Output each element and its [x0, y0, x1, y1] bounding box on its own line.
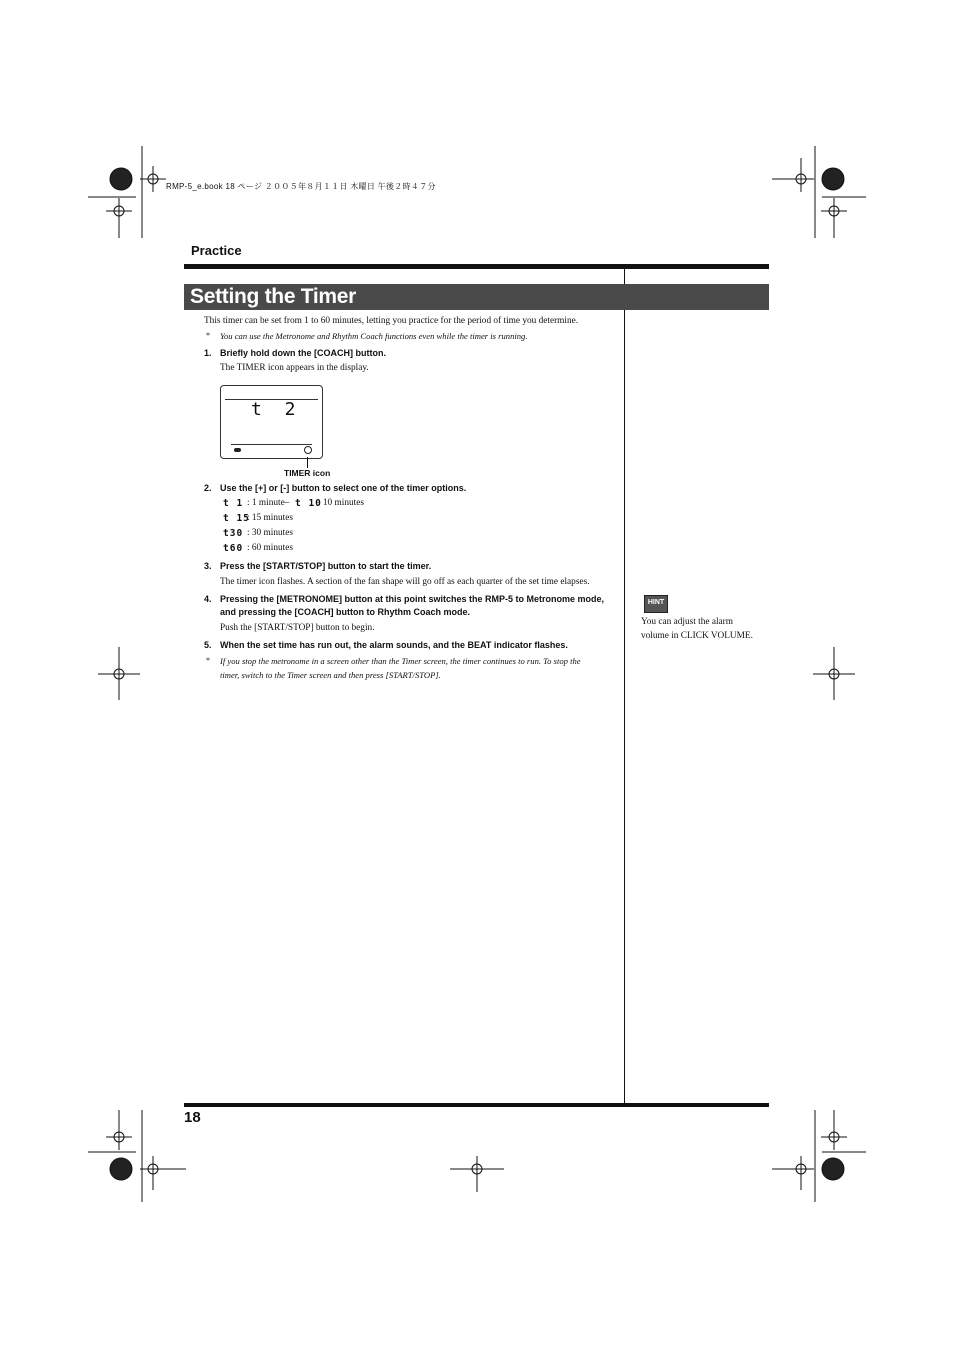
timer-option-text: : 15 minutes [247, 513, 293, 523]
lcd-display [220, 385, 323, 459]
hint-badge-label: HINT [647, 599, 665, 606]
step-3-text: The timer icon flashes. A section of the fan shape will go off as each quarter of the set time elapses. [220, 577, 590, 587]
step-1-text: The TIMER icon appears in the display. [220, 363, 369, 373]
timer-option-text: : 60 minutes [247, 543, 293, 553]
step-4-title-line-2: and pressing the [COACH] button to Rhythm Coach mode. [220, 607, 470, 617]
timer-option-text: : 1 minute– [247, 498, 290, 508]
step-5-note-line-1: If you stop the metronome in a screen other than the Timer screen, the timer continues to run. To stop the [220, 656, 581, 666]
hint-text-line-2: volume in CLICK VOLUME. [641, 631, 753, 641]
step-4-text: Push the [START/STOP] button to begin. [220, 623, 375, 633]
step-1-number: 1. [204, 348, 212, 358]
timer-option-segment: t60 [223, 543, 244, 554]
running-head: Practice [191, 243, 242, 258]
hint-text-line-1: You can adjust the alarm [641, 617, 734, 627]
step-4-title-line-1: Pressing the [METRONOME] button at this point switches the RMP-5 to Metronome mode, [220, 594, 605, 604]
top-rule [184, 264, 769, 269]
timer-option-text: : 30 minutes [247, 528, 293, 538]
page-number: 18 [184, 1109, 201, 1126]
section-title: Setting the Timer [190, 285, 357, 308]
lcd-bottom-line [231, 444, 312, 445]
lcd-segment-readout: t 2 [251, 399, 302, 420]
timer-option-segment: t 10 [295, 498, 322, 509]
step-1-title: Briefly hold down the [COACH] button. [220, 348, 386, 358]
timer-option-segment: t 1 [223, 498, 244, 509]
column-divider [624, 264, 625, 1106]
step-4-number: 4. [204, 594, 212, 604]
step-3-title: Press the [START/STOP] button to start the timer. [220, 561, 432, 571]
step-2-title: Use the [+] or [-] button to select one of the timer options. [220, 483, 467, 493]
print-header: RMP-5_e.book 18 ページ ２００５年８月１１日 木曜日 午後２時４７分 [166, 182, 436, 191]
bottom-rule [184, 1103, 769, 1107]
step-5-title: When the set time has run out, the alarm sounds, and the BEAT indicator flashes. [220, 640, 568, 650]
timer-icon-pointer [307, 457, 308, 468]
timer-icon-label: TIMER icon [284, 468, 331, 478]
hint-icon [644, 595, 668, 613]
timer-option-segment: t 15 [223, 513, 250, 524]
step-5-note-line-2: timer, switch to the Timer screen and then press [START/STOP]. [220, 670, 441, 680]
step-2-number: 2. [204, 483, 212, 493]
timer-option-segment: t30 [223, 528, 244, 539]
step-5-number: 5. [204, 640, 212, 650]
note-asterisk: * [206, 331, 210, 340]
step-3-number: 3. [204, 561, 212, 571]
lcd-indicator-icon [234, 448, 241, 452]
note-asterisk: * [206, 656, 210, 665]
timer-option-text: : 10 minutes [318, 498, 364, 508]
intro-text: This timer can be set from 1 to 60 minutes, letting you practice for the period of time you determine. [204, 316, 579, 326]
hint-text [641, 615, 771, 643]
section-title-bar [184, 284, 769, 310]
intro-note: You can use the Metronome and Rhythm Coach functions even while the timer is running. [220, 331, 528, 341]
timer-icon [304, 446, 312, 454]
